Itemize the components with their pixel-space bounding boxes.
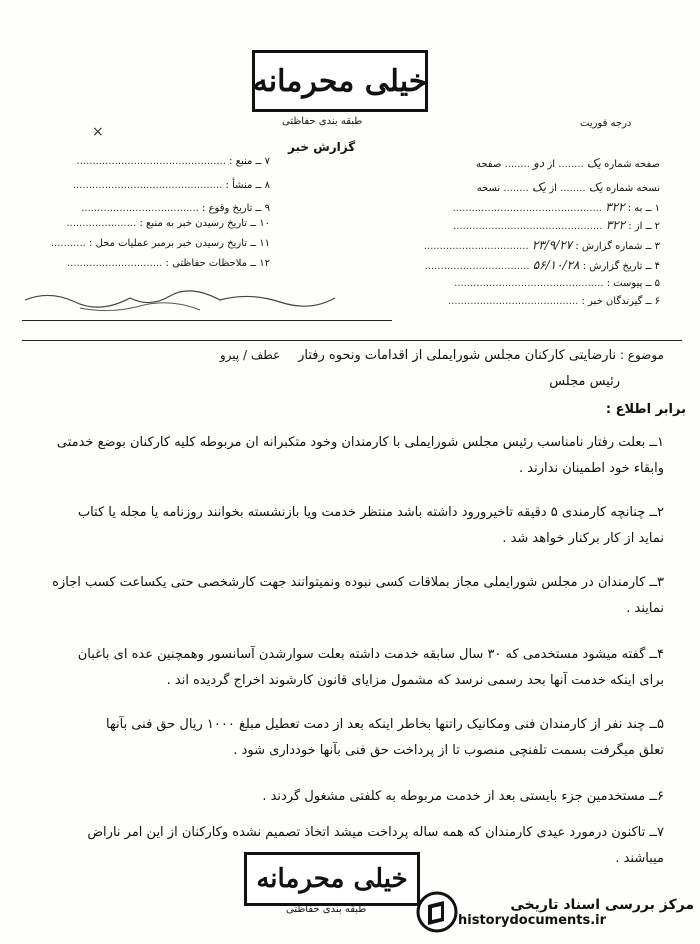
paragraph-1-line1: ۱ــ بعلت رفتار نامناسب رئیس مجلس شورایملی با کارمندان وخود متکبرانه ان مربوطه کلیه کارکنان بوضع خدمتی (56, 435, 664, 450)
archive-emblem-icon (416, 891, 458, 933)
paragraph-2-line1: ۲ــ چنانچه کارمندی ۵ دقیقه تاخیرورود داشته باشد منتظر خدمت ویا بازنشسته بخوانند روزنامه یا مجله یا کتاب (77, 505, 664, 520)
field-source-dots: ............................................... (76, 156, 226, 167)
field-report-date-dots: ................................. (424, 261, 530, 272)
field-copy-number-end: نسخه (476, 183, 501, 194)
separator-left (22, 320, 392, 321)
field-recipients-label: ۶ ــ گیرندگان خبر : (581, 296, 660, 307)
field-arrival-date-source (22, 218, 270, 229)
field-origin (22, 180, 270, 191)
field-arrival-date-operations (22, 238, 270, 249)
field-page-number-end: صفحه (475, 159, 502, 170)
subject-ref: عطف / پیرو (219, 348, 281, 362)
field-recipients (360, 296, 660, 307)
subject-label: موضوع : (619, 348, 664, 362)
field-from-value: ۳۲۲ (605, 218, 626, 232)
field-copy-number-sep: از (549, 183, 557, 194)
separator-full (22, 340, 682, 341)
field-report-date-label: ۴ ــ تاریخ گزارش : (582, 261, 660, 272)
subject-text-continued: رئیس مجلس (549, 374, 620, 389)
report-title: گزارش خبر (288, 140, 356, 154)
paragraph-3 (24, 570, 664, 622)
subject-line (24, 348, 664, 363)
bottom-stamp-text: خیلی محرمانه (256, 864, 408, 894)
paragraph-1-line2: وابقاء خود اطمینان ندارند . (519, 461, 664, 476)
field-occurrence-date (22, 203, 270, 214)
field-attachment-dots: ............................................... (454, 278, 604, 289)
field-page-number-sep: از (547, 159, 556, 170)
paragraph-4 (24, 642, 664, 694)
field-page-number-label: صفحه شماره (604, 159, 660, 170)
field-arrival-date-operations-dots: ........... (50, 238, 86, 249)
field-source (22, 156, 270, 167)
field-page-number-dots: ........ (558, 159, 584, 170)
field-report-number-value: ۲۳/۹/۲۷ (531, 238, 573, 252)
field-from-label: ۲ ــ از : (628, 221, 660, 232)
classification-label: طبقه بندی حفاظتی (282, 116, 363, 127)
field-report-number (360, 238, 660, 252)
top-classification-stamp (252, 50, 428, 112)
field-occurrence-date-label: ۹ ــ تاریخ وقوع : (202, 203, 270, 214)
field-report-number-dots: ................................. (423, 241, 529, 252)
field-report-date-value: ۵۶/۱۰/۲۸ (532, 258, 580, 272)
punch-hole-mark: × (92, 124, 104, 140)
paragraph-4-line1: ۴ــ گفته میشود مستخدمی که ۳۰ سال سابقه خدمت داشته بعلت سوارشدن آسانسور وهمچنین عده ای باغبان (77, 647, 664, 662)
field-from-dots: ............................................... (453, 221, 603, 232)
field-security-notes-dots: .............................. (66, 258, 163, 269)
paragraph-6-line1: ۶ــ مستخدمین جزء بایستی بعد از خدمت مربوطه به کلفتی مشغول گردند . (262, 789, 664, 804)
field-recipients-dots: ......................................... (447, 296, 579, 307)
priority-label: درجه فوریت (580, 118, 632, 129)
field-security-notes (22, 258, 270, 269)
intro-text: برابر اطلاع : (605, 402, 686, 417)
paragraph-4-line2: برای اینکه خدمت آنها بحد رسمی نرسد که مشمول مزایای قانون کارشوند اخراج گردیده اند . (166, 673, 664, 688)
field-to-value: ۳۲۲ (605, 200, 625, 214)
field-copy-number-label: نسخه شماره (606, 183, 660, 194)
paragraph-6 (24, 784, 664, 810)
field-arrival-date-source-label: ۱۰ ــ تاریخ رسیدن خبر به منبع : (139, 218, 270, 229)
field-occurrence-date-dots: ..................................... (81, 203, 199, 214)
subject-text: نارضایتی کارکنان مجلس شورایملی از اقدامات ونحوه رفتار (298, 348, 617, 363)
field-origin-dots: ............................................... (72, 180, 223, 191)
paragraph-2 (24, 500, 664, 552)
field-arrival-date-operations-label: ۱۱ ــ تاریخ رسیدن خبر برمبر عملیات محل : (89, 238, 270, 249)
field-from (360, 218, 660, 232)
field-origin-label: ۸ ــ منشأ : (225, 180, 270, 191)
archive-logo-url: historydocuments.ir (458, 912, 607, 928)
top-stamp-text: خیلی محرمانه (252, 63, 428, 99)
field-page-number-dots2: ........ (504, 159, 530, 170)
field-to-dots: ............................................... (452, 203, 602, 214)
paragraph-2-line2: نماید از کار برکنار خواهد شد . (502, 531, 664, 546)
field-copy-number-value2: یک (532, 180, 547, 194)
field-attachment (360, 278, 660, 289)
field-security-notes-label: ۱۲ ــ ملاحظات حفاظتی : (165, 258, 270, 269)
bottom-classification-stamp (244, 852, 420, 906)
paragraph-1 (24, 430, 664, 482)
field-copy-number-dots: ........ (560, 183, 586, 194)
paragraph-5-line1: ۵ــ چند نفر از کارمندان فنی ومکانیک راتنها بخاطر اینکه بعد از دمت تعطیل مبلغ ۱۰۰۰ ریال حق فنی بآنها (106, 717, 664, 732)
field-to (360, 200, 660, 214)
paragraph-5-line2: تعلق میگرفت بسمت تلفنچی منصوب تا از پرداخت حق فنی بآنها خودداری شود . (233, 743, 664, 758)
paragraph-7-line1: ۷ــ تاکنون درمورد عیدی کارمندان که همه ساله پرداخت میشد اتخاذ تصمیم نشده وکارکنان از این امر ناراض (87, 825, 664, 840)
field-arrival-date-source-dots: ...................... (66, 218, 137, 229)
field-source-label: ۷ ــ منبع : (229, 156, 270, 167)
paragraph-3-line2: نمایند . (626, 601, 664, 616)
handwritten-scribble (20, 280, 340, 320)
bottom-classification-label: طبقه بندی حفاظتی (286, 904, 367, 915)
paragraph-7-line2: میباشند . (615, 851, 664, 866)
field-to-label: ۱ ــ به : (627, 203, 660, 214)
field-attachment-label: ۵ ــ پیوست : (606, 278, 660, 289)
field-report-number-label: ۳ ــ شماره گزارش : (575, 241, 660, 252)
archive-logo-title: مرکز بررسی اسناد تاریخی (510, 896, 694, 913)
field-copy-number-dots2: ........ (503, 183, 529, 194)
paragraph-3-line1: ۳ــ کارمندان در مجلس شورایملی مجاز بملاقات کسی نبوده ونمیتوانند جهت کارشخصی حتی یکساعت کسب اجازه (52, 575, 664, 590)
field-report-date (360, 258, 660, 272)
field-page-number (360, 156, 660, 170)
archive-logo (410, 880, 700, 944)
field-page-number-value: یک (586, 156, 601, 170)
field-copy-number-value: یک (588, 180, 603, 194)
field-page-number-value2: دو (533, 156, 545, 170)
field-copy-number (360, 180, 660, 194)
paragraph-5 (24, 712, 664, 764)
